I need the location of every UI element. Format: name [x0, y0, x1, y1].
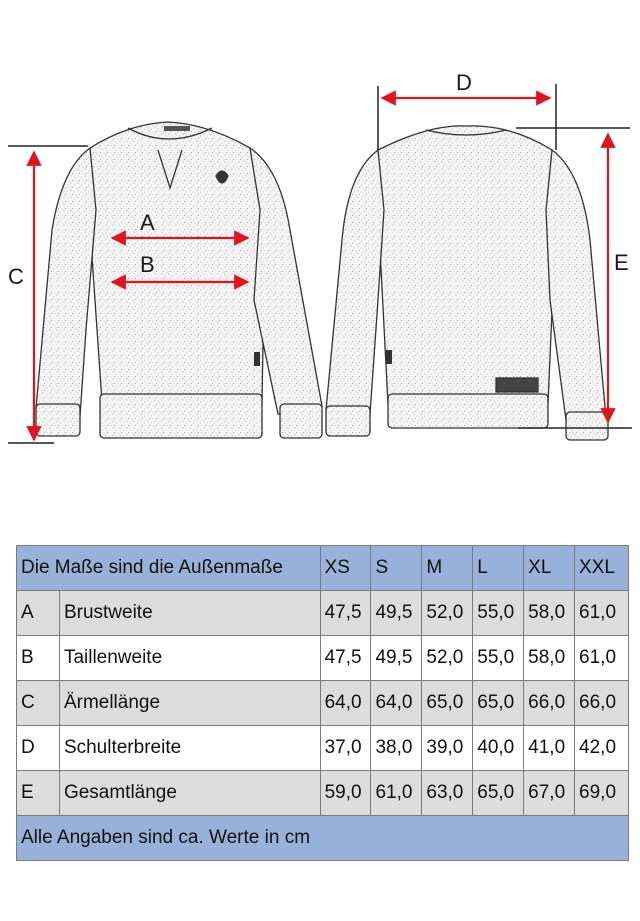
row-value: 47,5	[320, 591, 371, 636]
row-name: Brustweite	[59, 591, 320, 636]
footer-note: Alle Angaben sind ca. Werte in cm	[17, 816, 629, 861]
size-table-footer	[17, 816, 629, 861]
row-value: 52,0	[422, 636, 473, 681]
row-value: 42,0	[575, 726, 629, 771]
row-value: 47,5	[320, 636, 371, 681]
table-row	[17, 726, 629, 771]
row-value: 64,0	[320, 681, 371, 726]
row-value: 58,0	[524, 636, 575, 681]
front-body	[86, 122, 266, 402]
row-code: D	[17, 726, 60, 771]
row-code: B	[17, 636, 60, 681]
front-right-cuff	[280, 404, 322, 438]
front-side-tag	[254, 352, 260, 366]
row-value: 37,0	[320, 726, 371, 771]
row-value: 49,5	[371, 636, 422, 681]
row-value: 63,0	[422, 771, 473, 816]
back-view	[326, 126, 608, 440]
label-d: D	[456, 70, 472, 95]
size-header: XL	[524, 546, 575, 591]
back-left-sleeve	[326, 150, 384, 414]
label-b: B	[140, 252, 155, 277]
front-view	[36, 122, 322, 438]
label-a: A	[140, 210, 155, 235]
label-e: E	[614, 250, 629, 275]
back-right-cuff	[566, 412, 608, 440]
front-neck-label	[164, 126, 190, 131]
size-table-header	[17, 546, 629, 591]
row-value: 59,0	[320, 771, 371, 816]
label-c: C	[8, 264, 24, 289]
header-caption: Die Maße sind die Außenmaße	[17, 546, 321, 591]
front-hem	[100, 394, 262, 438]
size-table	[16, 545, 629, 861]
size-header: XXL	[575, 546, 629, 591]
front-left-sleeve	[36, 148, 96, 416]
size-header: M	[422, 546, 473, 591]
size-header: XS	[320, 546, 371, 591]
table-row	[17, 591, 629, 636]
row-value: 40,0	[473, 726, 524, 771]
row-value: 58,0	[524, 591, 575, 636]
back-hem	[388, 394, 548, 428]
row-name: Gesamtlänge	[59, 771, 320, 816]
back-side-tag	[386, 350, 392, 364]
back-right-sleeve	[546, 150, 606, 420]
row-value: 61,0	[575, 591, 629, 636]
row-value: 61,0	[371, 771, 422, 816]
back-left-cuff	[326, 406, 370, 436]
row-code: E	[17, 771, 60, 816]
row-value: 49,5	[371, 591, 422, 636]
row-value: 39,0	[422, 726, 473, 771]
row-name: Schulterbreite	[59, 726, 320, 771]
row-value: 65,0	[473, 771, 524, 816]
row-value: 38,0	[371, 726, 422, 771]
row-value: 66,0	[524, 681, 575, 726]
row-name: Ärmellänge	[59, 681, 320, 726]
row-code: A	[17, 591, 60, 636]
row-value: 41,0	[524, 726, 575, 771]
row-value: 52,0	[422, 591, 473, 636]
row-value: 67,0	[524, 771, 575, 816]
table-row	[17, 681, 629, 726]
row-code: C	[17, 681, 60, 726]
row-value: 69,0	[575, 771, 629, 816]
row-value: 64,0	[371, 681, 422, 726]
row-value: 65,0	[473, 681, 524, 726]
table-row	[17, 636, 629, 681]
row-value: 55,0	[473, 636, 524, 681]
row-value: 61,0	[575, 636, 629, 681]
size-header: L	[473, 546, 524, 591]
front-left-cuff	[36, 404, 80, 436]
back-patch	[496, 378, 538, 392]
table-row	[17, 771, 629, 816]
row-name: Taillenweite	[59, 636, 320, 681]
back-body	[376, 126, 558, 404]
row-value: 66,0	[575, 681, 629, 726]
row-value: 65,0	[422, 681, 473, 726]
size-header: S	[371, 546, 422, 591]
row-value: 55,0	[473, 591, 524, 636]
